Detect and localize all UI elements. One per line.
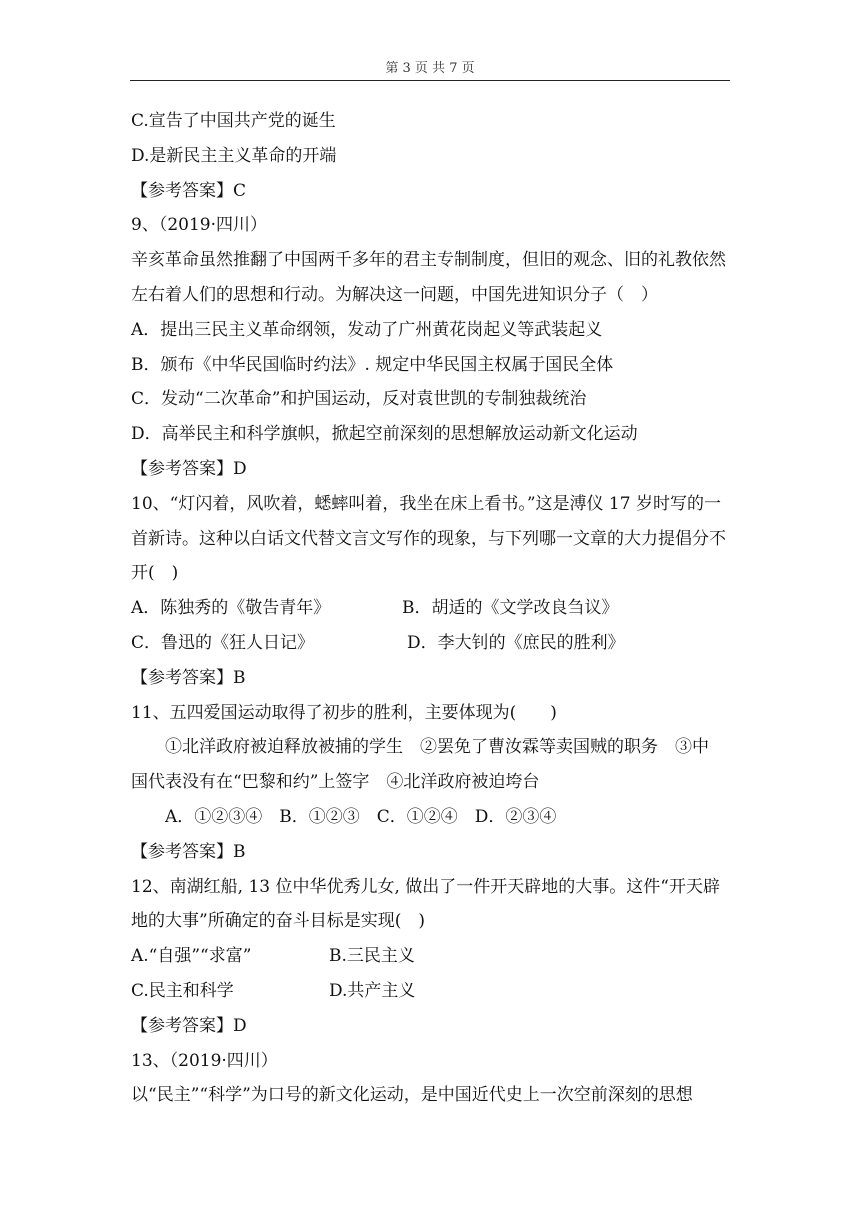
question-10-options-row [131, 626, 731, 661]
question-12-options-row [131, 939, 731, 974]
question-9-option-a: A．提出三民主义革命纲领，发动了广州黄花岗起义等武装起义 [131, 319, 603, 340]
question-13-text: 以“民主”“科学”为口号的新文化运动，是中国近代史上一次空前深刻的思想 [131, 1085, 693, 1106]
question-13-heading: 13、（2019·四川） [131, 1050, 278, 1071]
question-11-text: 11、五四爱国运动取得了初步的胜利，主要体现为( ) [131, 702, 557, 723]
question-10-options-row [131, 591, 731, 626]
question-10-text: 10、“灯闪着，风吹着，蟋蟀叫着，我坐在床上看书。”这是溥仪 17 岁时写的一 [131, 493, 721, 514]
answer-line: 【参考答案】B [131, 841, 246, 862]
answer-line: 【参考答案】C [131, 180, 247, 201]
question-12-options-row [131, 974, 731, 1009]
question-9-text: 辛亥革命虽然推翻了中国两千多年的君主专制制度，但旧的观念、旧的礼教依然 [131, 250, 726, 271]
question-11-options: A．①②③④ B．①②③ C．①②④ D．②③④ [165, 806, 557, 827]
answer-line: 【参考答案】D [131, 1015, 247, 1036]
question-12-option-c: C.民主和科学 [131, 980, 234, 1001]
question-10-text: 开( ) [131, 563, 179, 584]
question-9-option-b: B．颁布《中华民国临时约法》. 规定中华民国主权属于国民全体 [131, 354, 614, 375]
question-12-option-a: A.“自强”“求富” [131, 946, 252, 967]
question-10-option-d: D．李大钊的《庶民的胜利》 [407, 632, 625, 653]
question-12-option-b: B.三民主义 [329, 946, 415, 967]
option-line: D.是新民主主义革命的开端 [131, 145, 337, 166]
answer-line: 【参考答案】B [131, 667, 246, 688]
answer-line: 【参考答案】D [131, 458, 247, 479]
question-9-option-d: D．高举民主和科学旗帜，掀起空前深刻的思想解放运动新文化运动 [131, 424, 638, 445]
question-10-option-a: A．陈独秀的《敬告青年》 [131, 598, 331, 619]
question-11-text: ①北洋政府被迫释放被捕的学生 ②罢免了曹汝霖等卖国贼的职务 ③中 [165, 737, 709, 758]
question-10-text: 首新诗。这种以白话文代替文言文写作的现象，与下列哪一文章的大力提倡分不 [131, 528, 726, 549]
option-line: C.宣告了中国共产党的诞生 [131, 111, 336, 131]
question-9-option-c: C．发动“二次革命”和护国运动，反对袁世凯的专制独裁统治 [131, 389, 587, 410]
question-9-text: 左右着人们的思想和行动。为解决这一问题，中国先进知识分子（ ） [131, 284, 658, 305]
question-9-heading: 9、（2019·四川） [131, 215, 267, 236]
question-12-option-d: D.共产主义 [329, 980, 416, 1001]
question-12-text: 12、南湖红船, 13 位中华优秀儿女, 做出了一件开天辟地的大事。这件“开天辟 [131, 876, 720, 897]
document-body [131, 104, 731, 1113]
question-11-text: 国代表没有在“巴黎和约”上签字 ④北洋政府被迫垮台 [131, 772, 540, 793]
question-10-option-b: B．胡适的《文学改良刍议》 [402, 598, 619, 619]
question-10-option-c: C．鲁迅的《狂人日记》 [131, 632, 315, 653]
question-12-text: 地的大事”所确定的奋斗目标是实现( ) [131, 911, 425, 932]
page-header: 第 3 页 共 7 页 [385, 61, 475, 76]
header-divider [130, 80, 730, 81]
